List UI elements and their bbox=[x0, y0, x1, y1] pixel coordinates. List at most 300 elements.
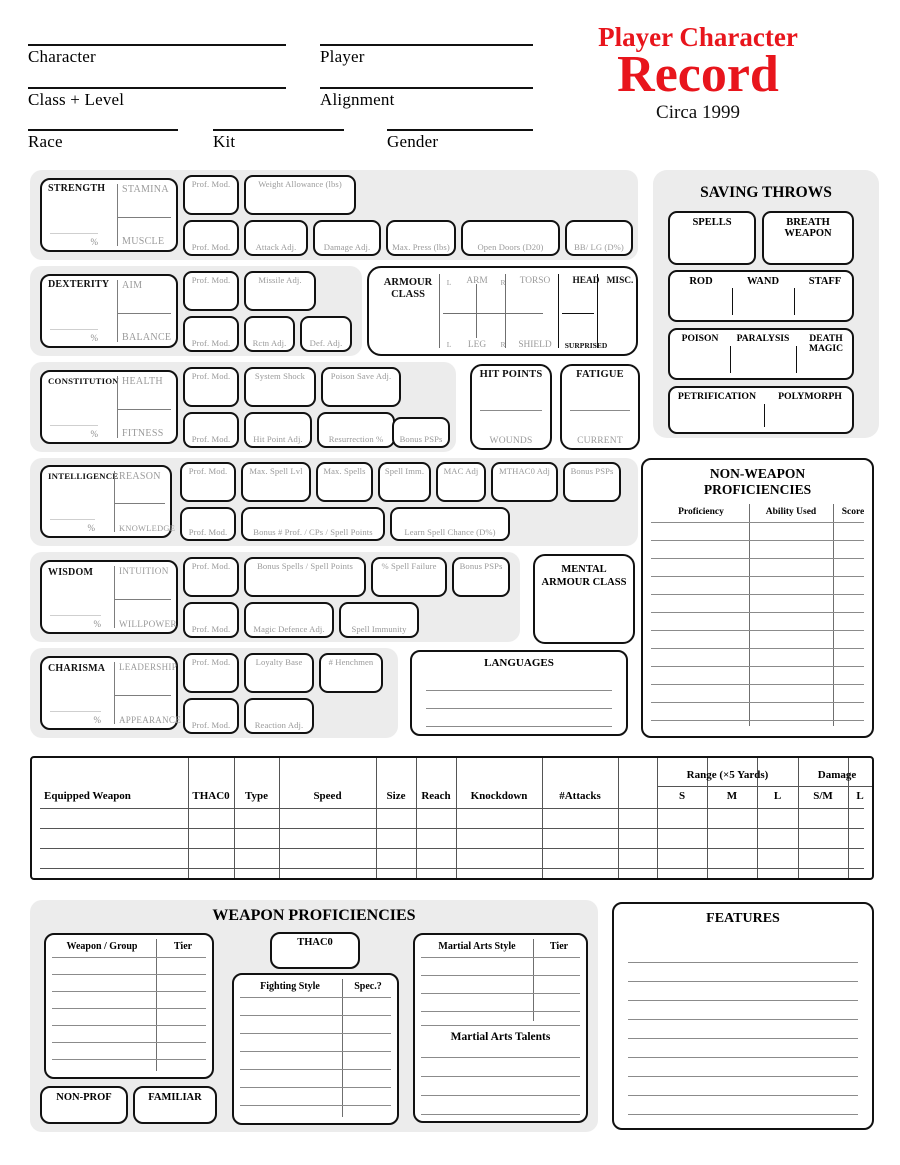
hit-points-footer: WOUNDS bbox=[489, 436, 533, 446]
features-panel[interactable] bbox=[612, 902, 874, 1130]
weapon-group-row-rule bbox=[52, 1008, 206, 1009]
features-line bbox=[628, 962, 858, 963]
pill-label: Bonus PSPs bbox=[459, 561, 503, 571]
weapons-col-divider bbox=[542, 758, 543, 878]
armour-class-label-arm: ARM bbox=[466, 276, 488, 286]
pill-label: Prof. Mod. bbox=[188, 527, 228, 537]
weapon-group-row-rule bbox=[52, 974, 206, 975]
ability-substat-top: AIM bbox=[122, 280, 143, 291]
ability-percent-label: % bbox=[93, 619, 101, 629]
ability-divider-horizontal bbox=[118, 217, 171, 218]
saving-throw-breath-weapon[interactable] bbox=[762, 211, 854, 265]
non-prof-box[interactable] bbox=[40, 1086, 128, 1124]
title-line-2: Record bbox=[617, 45, 779, 103]
armour-class-label-right-arm: R bbox=[500, 278, 506, 287]
weapons-col-damage-sm: S/M bbox=[813, 790, 833, 802]
ability-percent-label: % bbox=[90, 237, 98, 247]
pill-dex-missile-adj[interactable] bbox=[244, 271, 316, 311]
pill-label: Loyalty Base bbox=[255, 657, 303, 667]
nwp-row-rule bbox=[651, 612, 864, 613]
languages-line bbox=[426, 708, 612, 709]
features-line bbox=[628, 1114, 858, 1115]
pill-con-bonus-psps[interactable] bbox=[392, 417, 450, 448]
pill-label: Attack Adj. bbox=[255, 242, 297, 252]
weapon-group-row-rule bbox=[52, 1042, 206, 1043]
ability-divider-horizontal bbox=[115, 503, 165, 504]
saving-throw-divider bbox=[730, 346, 731, 373]
fighting-style-row-rule bbox=[240, 1033, 391, 1034]
pill-label: Poison Save Adj. bbox=[330, 371, 392, 381]
armour-class-title-2: CLASS bbox=[391, 289, 425, 300]
fatigue-rule bbox=[570, 410, 630, 411]
pill-label: MAC Adj bbox=[443, 466, 479, 476]
fighting-style-row-rule bbox=[240, 1051, 391, 1052]
field-label: Race bbox=[28, 132, 63, 151]
pill-label: Prof. Mod. bbox=[191, 179, 231, 189]
martial-arts-talents-rule bbox=[421, 1076, 580, 1077]
armour-class-divider-1 bbox=[439, 274, 440, 348]
pill-label: # Henchmen bbox=[328, 657, 374, 667]
nwp-col-ability-used: Ability Used bbox=[765, 507, 817, 517]
pill-label: System Shock bbox=[254, 371, 306, 381]
pill-int-max-spells[interactable] bbox=[316, 462, 373, 502]
weapons-col-divider bbox=[618, 758, 619, 878]
armour-class-label-right-leg: R bbox=[500, 340, 506, 349]
ability-substat-bottom: BALANCE bbox=[122, 332, 172, 343]
mental-ac-title-1: MENTAL bbox=[561, 564, 607, 575]
ability-box-strength[interactable] bbox=[40, 178, 178, 252]
pill-int-prof-mod-1[interactable] bbox=[180, 462, 236, 502]
fatigue-title: FATIGUE bbox=[576, 369, 624, 380]
pill-wis-magic-defence-adj[interactable] bbox=[244, 602, 334, 638]
weapons-col-divider bbox=[456, 758, 457, 878]
pill-str-max-press[interactable] bbox=[386, 220, 456, 256]
ability-percent-rule bbox=[50, 711, 101, 712]
weapons-col-damage-l: L bbox=[856, 790, 864, 802]
weapons-col-size: Size bbox=[386, 790, 406, 802]
weapons-col-divider bbox=[279, 758, 280, 878]
pill-cha-prof-mod-1[interactable] bbox=[183, 653, 239, 693]
saving-throw-petrification-polymorph[interactable] bbox=[668, 386, 854, 434]
weapon-group-table[interactable] bbox=[44, 933, 214, 1079]
ability-name: CONSTITUTION bbox=[48, 376, 119, 386]
ability-percent-label: % bbox=[90, 333, 98, 343]
pill-cha-henchmen[interactable] bbox=[319, 653, 383, 693]
martial-arts-talents-rule bbox=[421, 1114, 580, 1115]
ability-percent-label: % bbox=[90, 429, 98, 439]
pill-con-poison-save-adj[interactable] bbox=[321, 367, 401, 407]
weapon-group-row-rule bbox=[52, 957, 206, 958]
armour-class-label-shield: SHIELD bbox=[518, 340, 552, 350]
weapons-row-rule bbox=[40, 808, 864, 809]
pill-label: Prof. Mod. bbox=[191, 624, 231, 634]
ability-divider-horizontal bbox=[118, 313, 171, 314]
hit-points-rule bbox=[480, 410, 542, 411]
ability-substat-top: STAMINA bbox=[122, 184, 169, 195]
ability-name: CHARISMA bbox=[48, 663, 106, 674]
pill-int-bonus-psps[interactable] bbox=[563, 462, 621, 502]
nwp-row-rule bbox=[651, 720, 864, 721]
weapons-group-header-range: Range (×5 Yards) bbox=[686, 769, 769, 781]
weapons-col-divider bbox=[416, 758, 417, 878]
title-circa: Circa 1999 bbox=[656, 102, 740, 124]
ability-divider-vertical bbox=[117, 184, 118, 246]
pill-int-prof-mod-2[interactable] bbox=[180, 507, 236, 541]
saving-throw-label: DEATH MAGIC bbox=[808, 333, 844, 354]
weapon-group-row-rule bbox=[52, 1059, 206, 1060]
armour-class-label-left-arm: L bbox=[446, 278, 452, 287]
field-race[interactable] bbox=[28, 129, 178, 152]
saving-throw-label: PETRIFICATION bbox=[677, 391, 757, 402]
pill-con-resurrection[interactable] bbox=[317, 412, 395, 448]
pill-label: Max. Spells bbox=[323, 466, 366, 476]
ability-divider-vertical bbox=[114, 471, 115, 532]
martial-arts-col-tier: Tier bbox=[549, 941, 569, 952]
nwp-divider bbox=[749, 504, 750, 726]
pill-label: BB/ LG (D%) bbox=[574, 242, 624, 252]
field-kit[interactable] bbox=[213, 129, 344, 152]
pill-label: Prof. Mod. bbox=[191, 561, 231, 571]
pill-label: Missile Adj. bbox=[258, 275, 302, 285]
saving-throw-rod-wand-staff[interactable] bbox=[668, 270, 854, 322]
pill-int-mthac0-adj[interactable] bbox=[491, 462, 558, 502]
field-label: Character bbox=[28, 47, 96, 66]
pill-int-bonus-prof-cps[interactable] bbox=[241, 507, 385, 541]
weapons-col-range-m: M bbox=[726, 790, 738, 802]
martial-arts-row-rule bbox=[421, 1011, 580, 1012]
ability-box-charisma[interactable] bbox=[40, 656, 182, 730]
features-line bbox=[628, 1095, 858, 1096]
pill-wis-spell-immunity[interactable] bbox=[339, 602, 419, 638]
armour-class-divider-2 bbox=[476, 284, 477, 338]
features-title: FEATURES bbox=[706, 911, 780, 926]
field-player[interactable] bbox=[320, 44, 533, 67]
ability-divider-vertical bbox=[117, 280, 118, 342]
saving-throw-label: ROD bbox=[689, 276, 713, 287]
nwp-title-2: PROFICIENCIES bbox=[703, 482, 812, 497]
field-gender[interactable] bbox=[387, 129, 533, 152]
ability-substat-bottom: KNOWLEDGE bbox=[119, 524, 176, 533]
martial-arts-row-rule bbox=[421, 993, 580, 994]
pill-label: Prof. Mod. bbox=[191, 657, 231, 667]
field-label: Player bbox=[320, 47, 365, 66]
pill-wis-bonus-psps[interactable] bbox=[452, 557, 510, 597]
pill-dex-reaction-adj[interactable] bbox=[244, 316, 295, 352]
weapon-group-row-rule bbox=[52, 991, 206, 992]
pill-wis-prof-mod-2[interactable] bbox=[183, 602, 239, 638]
pill-con-prof-mod-1[interactable] bbox=[183, 367, 239, 407]
pill-label: Prof. Mod. bbox=[191, 275, 231, 285]
weapon-group-col-tier: Tier bbox=[173, 941, 193, 952]
fighting-style-table[interactable] bbox=[232, 973, 399, 1125]
weapons-col-divider bbox=[188, 758, 189, 878]
ability-name: INTELLIGENCE bbox=[48, 471, 119, 481]
equipped-weapons-table[interactable] bbox=[30, 756, 874, 880]
pill-con-hit-point-adj[interactable] bbox=[244, 412, 312, 448]
pill-label: Prof. Mod. bbox=[191, 242, 231, 252]
pill-label: Prof. Mod. bbox=[191, 338, 231, 348]
pill-dex-prof-mod-1[interactable] bbox=[183, 271, 239, 311]
field-label: Class + Level bbox=[28, 90, 125, 109]
nwp-row-rule bbox=[651, 594, 864, 595]
weapon-proficiencies-title: WEAPON PROFICIENCIES bbox=[212, 907, 416, 924]
saving-throw-divider bbox=[764, 404, 765, 427]
armour-class-label-left-leg: L bbox=[446, 340, 452, 349]
martial-arts-talents-title: Martial Arts Talents bbox=[450, 1031, 551, 1043]
weapons-col-reach: Reach bbox=[421, 790, 451, 802]
weapons-row-rule bbox=[40, 868, 864, 869]
armour-class-label-leg: LEG bbox=[467, 340, 487, 350]
pill-int-learn-spell-chance[interactable] bbox=[390, 507, 510, 541]
pill-int-max-spell-lvl[interactable] bbox=[241, 462, 311, 502]
weapons-group-rule-range bbox=[657, 786, 798, 787]
pill-int-mac-adj[interactable] bbox=[436, 462, 486, 502]
pill-label: Rctn Adj. bbox=[252, 338, 287, 348]
nwp-row-rule bbox=[651, 558, 864, 559]
saving-throw-label: POISON bbox=[681, 333, 719, 344]
ability-name: DEXTERITY bbox=[48, 279, 110, 290]
armour-class-rule-limbs bbox=[443, 313, 543, 314]
pill-str-damage-adj[interactable] bbox=[313, 220, 381, 256]
pill-str-attack-adj[interactable] bbox=[244, 220, 308, 256]
ability-box-constitution[interactable] bbox=[40, 370, 178, 444]
martial-arts-row-rule bbox=[421, 957, 580, 958]
pill-wis-bonus-spells[interactable] bbox=[244, 557, 366, 597]
nwp-row-rule bbox=[651, 684, 864, 685]
armour-class-panel[interactable] bbox=[367, 266, 638, 356]
saving-throw-label: WAND bbox=[746, 276, 780, 287]
pill-wis-prof-mod-1[interactable] bbox=[183, 557, 239, 597]
nwp-row-rule bbox=[651, 648, 864, 649]
fighting-style-col-spec: Spec.? bbox=[354, 981, 382, 992]
pill-label: Resurrection % bbox=[328, 434, 384, 444]
pill-str-bend-bars[interactable] bbox=[565, 220, 633, 256]
weapon-group-row-rule bbox=[52, 1025, 206, 1026]
pill-int-spell-imm[interactable] bbox=[378, 462, 431, 502]
field-label: Alignment bbox=[320, 90, 395, 109]
pill-label: Max. Press (lbs) bbox=[392, 242, 450, 252]
nwp-row-rule bbox=[651, 666, 864, 667]
weapons-col-speed: Speed bbox=[313, 790, 342, 802]
saving-throw-poison-paralysis-death[interactable] bbox=[668, 328, 854, 380]
pill-label: Prof. Mod. bbox=[191, 720, 231, 730]
familiar-box[interactable] bbox=[133, 1086, 217, 1124]
armour-class-divider-4 bbox=[558, 274, 559, 348]
pill-label: Damage Adj. bbox=[323, 242, 371, 252]
fighting-style-col-style: Fighting Style bbox=[260, 981, 320, 992]
ability-percent-rule bbox=[50, 615, 101, 616]
familiar-label: FAMILIAR bbox=[148, 1092, 202, 1103]
armour-class-label-surprised: SURPRISED bbox=[564, 341, 608, 350]
ability-name: WISDOM bbox=[48, 567, 94, 578]
field-label: Gender bbox=[387, 132, 439, 151]
nwp-row-rule bbox=[651, 522, 864, 523]
ability-percent-rule bbox=[50, 233, 98, 234]
weapons-row-rule bbox=[40, 828, 864, 829]
pill-str-weight-allowance[interactable] bbox=[244, 175, 356, 215]
pill-label: Open Doors (D20) bbox=[477, 242, 544, 252]
pill-label: Prof. Mod. bbox=[191, 434, 231, 444]
languages-line bbox=[426, 726, 612, 727]
weapons-group-header-damage: Damage bbox=[817, 769, 857, 781]
features-line bbox=[628, 1076, 858, 1077]
ability-substat-bottom: WILLPOWER bbox=[119, 619, 177, 629]
martial-arts-col-style: Martial Arts Style bbox=[438, 941, 516, 952]
ability-divider-horizontal bbox=[115, 599, 171, 600]
martial-arts-talents-rule bbox=[421, 1057, 580, 1058]
ability-substat-bottom: APPEARANCE bbox=[119, 715, 182, 725]
saving-throw-divider bbox=[796, 346, 797, 373]
pill-str-prof-mod-2[interactable] bbox=[183, 220, 239, 256]
nwp-divider bbox=[833, 504, 834, 726]
fighting-style-row-rule bbox=[240, 1087, 391, 1088]
mental-ac-title-2: ARMOUR CLASS bbox=[541, 577, 627, 588]
martial-arts-talents-rule bbox=[421, 1095, 580, 1096]
weapons-col-type: Type bbox=[244, 790, 269, 802]
nwp-row-rule bbox=[651, 702, 864, 703]
ability-substat-bottom: FITNESS bbox=[122, 428, 164, 439]
martial-arts-divider bbox=[533, 939, 534, 1021]
hit-points-panel[interactable] bbox=[470, 364, 552, 450]
ability-substat-top: HEALTH bbox=[122, 376, 163, 387]
saving-throw-label: BREATH WEAPON bbox=[784, 217, 832, 240]
saving-throw-divider bbox=[732, 288, 733, 315]
fighting-style-row-rule bbox=[240, 997, 391, 998]
ability-divider-vertical bbox=[114, 662, 115, 724]
fighting-style-divider bbox=[342, 979, 343, 1117]
field-alignment[interactable] bbox=[320, 87, 533, 110]
weapon-group-col-weapon: Weapon / Group bbox=[66, 941, 138, 952]
title-line-1: Player Character bbox=[598, 22, 798, 52]
saving-throw-divider bbox=[794, 288, 795, 315]
nwp-col-score: Score bbox=[841, 507, 865, 517]
pill-label: Max. Spell Lvl bbox=[249, 466, 303, 476]
weapon-prof-thac0-label: THAC0 bbox=[297, 937, 333, 948]
ability-percent-label: % bbox=[87, 523, 95, 533]
fatigue-panel[interactable] bbox=[560, 364, 640, 450]
weapons-group-rule-damage bbox=[798, 786, 872, 787]
ability-substat-bottom: MUSCLE bbox=[122, 236, 165, 247]
pill-label: % Spell Failure bbox=[381, 561, 437, 571]
weapons-col-equipped-weapon: Equipped Weapon bbox=[44, 790, 131, 802]
weapon-prof-thac0-box[interactable] bbox=[270, 932, 360, 969]
pill-wis-spell-failure[interactable] bbox=[371, 557, 447, 597]
pill-label: Learn Spell Chance (D%) bbox=[404, 527, 496, 537]
pill-label: Bonus # Prof. / CPs / Spell Points bbox=[253, 527, 373, 537]
pill-label: Prof. Mod. bbox=[188, 466, 228, 476]
saving-throw-spells[interactable] bbox=[668, 211, 756, 265]
features-line bbox=[628, 1057, 858, 1058]
ability-box-wisdom[interactable] bbox=[40, 560, 178, 634]
pill-label: Reaction Adj. bbox=[254, 720, 304, 730]
nwp-row-rule bbox=[651, 576, 864, 577]
pill-cha-loyalty-base[interactable] bbox=[244, 653, 314, 693]
saving-throw-label: STAFF bbox=[808, 276, 842, 287]
ability-box-intelligence[interactable] bbox=[40, 465, 176, 538]
pill-con-system-shock[interactable] bbox=[244, 367, 316, 407]
hit-points-title: HIT POINTS bbox=[479, 369, 543, 380]
pill-label: Hit Point Adj. bbox=[253, 434, 303, 444]
pill-cha-prof-mod-2[interactable] bbox=[183, 698, 239, 734]
armour-class-label-torso: TORSO bbox=[519, 276, 551, 286]
nwp-row-rule bbox=[651, 630, 864, 631]
ability-name: STRENGTH bbox=[48, 183, 106, 194]
pill-label: Bonus Spells / Spell Points bbox=[257, 561, 353, 571]
pill-con-prof-mod-2[interactable] bbox=[183, 412, 239, 448]
saving-throw-label: PARALYSIS bbox=[736, 333, 790, 344]
pill-label: Prof. Mod. bbox=[191, 371, 231, 381]
features-line bbox=[628, 1019, 858, 1020]
nwp-row-rule bbox=[651, 540, 864, 541]
pill-str-open-doors[interactable] bbox=[461, 220, 560, 256]
ability-divider-horizontal bbox=[118, 409, 171, 410]
mental-armour-class-panel[interactable] bbox=[533, 554, 635, 644]
languages-line bbox=[426, 690, 612, 691]
pill-label: Bonus PSPs bbox=[399, 434, 443, 444]
pill-dex-prof-mod-2[interactable] bbox=[183, 316, 239, 352]
ability-percent-rule bbox=[50, 425, 98, 426]
saving-throw-label: POLYMORPH bbox=[778, 391, 842, 402]
pill-cha-reaction-adj[interactable] bbox=[244, 698, 314, 734]
ability-substat-top: REASON bbox=[119, 471, 161, 482]
weapons-row-rule bbox=[40, 848, 864, 849]
field-class-level[interactable] bbox=[28, 87, 286, 110]
weapons-col-divider bbox=[234, 758, 235, 878]
ability-box-dexterity[interactable] bbox=[40, 274, 178, 348]
languages-panel[interactable] bbox=[410, 650, 628, 736]
martial-arts-row-rule bbox=[421, 975, 580, 976]
armour-class-title-1: ARMOUR bbox=[383, 277, 433, 288]
fighting-style-row-rule bbox=[240, 1015, 391, 1016]
armour-class-label-head: HEAD bbox=[572, 276, 600, 286]
fatigue-footer: CURRENT bbox=[577, 436, 623, 446]
ability-divider-vertical bbox=[117, 376, 118, 438]
pill-label: MTHAC0 Adj bbox=[499, 466, 550, 476]
weapons-col-knockdown: Knockdown bbox=[470, 790, 528, 802]
pill-str-prof-mod-1[interactable] bbox=[183, 175, 239, 215]
ability-substat-top: LEADERSHIP bbox=[119, 662, 178, 672]
armour-class-label-misc: MISC. bbox=[606, 276, 634, 286]
weapon-group-divider bbox=[156, 939, 157, 1071]
armour-class-divider-5 bbox=[597, 274, 598, 348]
fighting-style-row-rule bbox=[240, 1069, 391, 1070]
sheet-title bbox=[548, 24, 848, 124]
martial-arts-table[interactable] bbox=[413, 933, 588, 1123]
fighting-style-row-rule bbox=[240, 1105, 391, 1106]
pill-label: Def. Adj. bbox=[309, 338, 343, 348]
nwp-col-proficiency: Proficiency bbox=[678, 507, 724, 517]
pill-label: Spell Immunity bbox=[351, 624, 407, 634]
ability-percent-rule bbox=[50, 519, 95, 520]
ability-percent-label: % bbox=[93, 715, 101, 725]
saving-throws-title: SAVING THROWS bbox=[700, 184, 832, 201]
field-character[interactable] bbox=[28, 44, 286, 67]
features-line bbox=[628, 1000, 858, 1001]
field-label: Kit bbox=[213, 132, 236, 151]
ability-percent-rule bbox=[50, 329, 98, 330]
martial-arts-row-rule bbox=[421, 1025, 580, 1026]
pill-label: Magic Defence Adj. bbox=[253, 624, 325, 634]
pill-dex-defence-adj[interactable] bbox=[300, 316, 352, 352]
weapons-col-divider bbox=[376, 758, 377, 878]
non-weapon-proficiencies-panel[interactable] bbox=[641, 458, 874, 738]
armour-class-divider-3 bbox=[505, 274, 506, 348]
languages-title: LANGUAGES bbox=[484, 657, 554, 669]
weapons-col-thac0: THAC0 bbox=[192, 790, 230, 802]
ability-substat-top: INTUITION bbox=[119, 566, 169, 576]
nwp-title-1: NON-WEAPON bbox=[709, 466, 806, 481]
ability-divider-horizontal bbox=[115, 695, 171, 696]
